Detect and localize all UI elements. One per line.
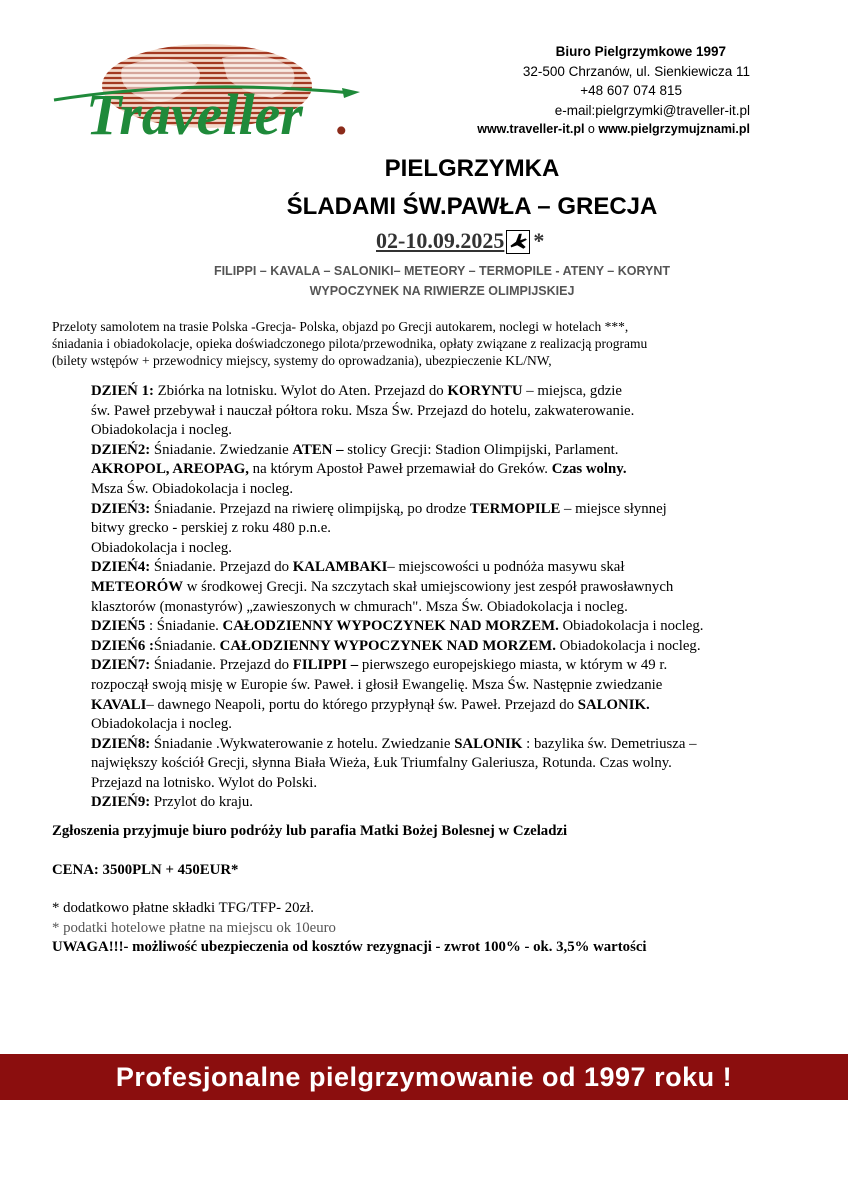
day-7-line-2: rozpoczął swoją misję w Europie św. Paweł. i głosił Ewangelię. Msza Św. Następnie zwiedzanie (91, 676, 663, 693)
fee-note: * dodatkowo płatne składki TFG/TFP- 20zł. (52, 900, 314, 916)
day-3-line-2: bitwy grecko - perskiej z roku 480 p.n.e. (91, 520, 331, 537)
day-1 (91, 382, 811, 402)
included-services (52, 318, 772, 369)
highlight-text: CAŁODZIENNY WYPOCZYNEK NAD MORZEM. (222, 618, 559, 635)
day-6 (91, 637, 811, 657)
day-7-line-4: Obiadokolacja i nocleg. (91, 716, 232, 733)
day-9 (91, 793, 811, 813)
day-5 (91, 617, 811, 637)
day-2-line-2 (91, 460, 811, 480)
place-name: ATEN – (292, 441, 344, 458)
day-8-line-3: Przejazd na lotnisko. Wylot do Polski. (91, 774, 318, 791)
place-name: KALAMBAKI (292, 559, 388, 576)
applications-note: Zgłoszenia przyjmuje biuro podróży lub parafia Matki Bożej Bolesnej w Czeladzi (52, 823, 568, 839)
banner-text: Profesjonalne pielgrzymowanie od 1997 roku ! (115, 1061, 733, 1092)
day-label: DZIEŃ8: (91, 735, 151, 752)
highlight-text: CAŁODZIENNY WYPOCZYNEK NAD MORZEM. (219, 637, 556, 654)
day-label: DZIEŃ6 : (91, 637, 154, 654)
place-name: FILIPPI – (292, 657, 359, 674)
traveller-logo (52, 38, 372, 148)
day-label: DZIEŃ5 (91, 618, 146, 635)
dates-asterisk: * (533, 228, 545, 253)
day-label: DZIEŃ4: (91, 559, 151, 576)
intro-line: Przeloty samolotem na trasie Polska -Grecja- Polska, objazd po Grecji autokarem, noclegi w hotelach ***, (52, 319, 629, 334)
day-text: Śniadanie. (153, 637, 220, 654)
day-text: Śniadanie .Wykwaterowanie z hotelu. Zwiedzanie (150, 735, 455, 752)
day-label: DZIEŃ 1: (91, 383, 154, 399)
day-text: – miejsca, gdzie (522, 383, 622, 399)
office-phone: +48 607 074 815 (580, 83, 682, 98)
day-text: pierwszego europejskiego miasta, w którym w 49 r. (358, 657, 668, 674)
website-link-1[interactable]: www.traveller-it.pl (477, 122, 585, 136)
day-7-line-3 (91, 696, 811, 716)
place-name: AKROPOL, AREOPAG, (91, 461, 249, 478)
day-text: Śniadanie. Przejazd do (150, 559, 293, 576)
place-name: SALONIK (454, 735, 523, 752)
route-summary (0, 261, 848, 301)
day-text: stolicy Grecji: Stadion Olimpijski, Parlament. (343, 441, 619, 458)
logo-graphic (52, 38, 372, 148)
page-title: PIELGRZYMKA (384, 155, 560, 182)
day-text: na którym Apostoł Paweł przemawiał do Greków. (248, 461, 552, 478)
place-name: SALONIK. (577, 696, 650, 713)
day-text: : bazylika św. Demetriusza – (522, 735, 697, 752)
day-7 (91, 656, 811, 676)
day-text: : Śniadanie. (145, 618, 223, 635)
route-line-2: WYPOCZYNEK NA RIWIERZE OLIMPIJSKIEJ (309, 284, 575, 298)
day-label: DZIEŃ3: (91, 500, 151, 517)
itinerary (91, 382, 811, 813)
logo-text: Traveller (86, 82, 303, 147)
footer-banner (0, 1054, 848, 1100)
day-3-line-3: Obiadokolacja i nocleg. (91, 539, 232, 556)
tax-note: * podatki hotelowe płatne na miejscu ok 10euro (52, 920, 336, 936)
place-name: KAVALI (91, 696, 147, 713)
day-2 (91, 441, 811, 461)
day-text: Śniadanie. Zwiedzanie (150, 441, 293, 458)
logo-dot: . (335, 89, 348, 145)
intro-line: (bilety wstępów + przewodnicy miejscy, systemy do oprowadzania), ubezpieczenie KL/NW, (52, 353, 552, 368)
day-label: DZIEŃ2: (91, 441, 151, 458)
day-text: Obiadokolacja i nocleg. (555, 637, 701, 654)
day-text: – miejscowości u podnóża masywu skał (387, 559, 625, 576)
dates-text: 02-10.09.2025 (376, 228, 505, 253)
day-4 (91, 558, 811, 578)
day-text: Przylot do kraju. (150, 794, 253, 811)
day-1-line-2: św. Paweł przebywał i nauczał półtora roku. Msza Św. Przejazd do hotelu, zakwaterowanie. (91, 402, 635, 419)
day-8 (91, 735, 811, 755)
office-email[interactable]: e-mail:pielgrzymki@traveller-it.pl (554, 102, 750, 118)
day-text: Śniadanie. Przejazd do (150, 657, 293, 674)
contact-block (477, 42, 750, 140)
route-line-1: FILIPPI – KAVALA – SALONIKI– METEORY – TERMOPILE - ATENY – KORYNT (213, 264, 671, 278)
website-link-2[interactable]: www.pielgrzymujznami.pl (598, 122, 750, 136)
price: CENA: 3500PLN + 450EUR* (52, 862, 239, 878)
day-4-line-2 (91, 578, 811, 598)
place-name: METEORÓW (91, 578, 184, 595)
insurance-warning: UWAGA!!!- możliwość ubezpieczenia od kosztów rezygnacji - zwrot 100% - ok. 3,5% wartości (52, 939, 647, 955)
day-label: DZIEŃ7: (91, 657, 151, 674)
day-8-line-2: największy kościół Grecji, słynna Biała Wieża, Łuk Triumfalny Galeriusza, Rotunda. Czas wolny. (91, 755, 672, 772)
page-subtitle: ŚLADAMI ŚW.PAWŁA – GRECJA (286, 193, 658, 220)
day-text: w środkowej Grecji. Na szczytach skał umiejscowiony jest zespół prawosławnych (183, 578, 674, 595)
day-text: – dawnego Neapoli, portu do którego przypłynął św. Paweł. Przejazd do (146, 696, 578, 713)
intro-line: śniadania i obiadokolacje, opieka doświadczonego pilota/przewodnika, opłaty związane z realizacją programu (52, 336, 648, 351)
office-address: 32-500 Chrzanów, ul. Sienkiewicza 11 (522, 63, 750, 79)
day-4-line-3: klasztorów (monastyrów) „zawieszonych w chmurach". Msza Św. Obiadokolacja i nocleg. (91, 598, 628, 615)
office-name: Biuro Pielgrzymkowe 1997 (555, 44, 726, 59)
day-2-line-3: Msza Św. Obiadokolacja i nocleg. (91, 480, 294, 497)
highlight-text: Czas wolny. (551, 461, 627, 478)
day-3 (91, 500, 811, 520)
website-or: o (584, 122, 599, 136)
day-text: – miejsce słynnej (560, 500, 667, 517)
day-label: DZIEŃ9: (91, 794, 151, 811)
trip-dates (376, 228, 544, 254)
airplane-icon (506, 230, 530, 254)
day-text: Zbiórka na lotnisku. Wylot do Aten. Przejazd do (153, 383, 448, 399)
place-name: KORYNTU (447, 383, 523, 399)
website-links (477, 120, 750, 140)
place-name: TERMOPILE (469, 500, 561, 517)
day-1-line-3: Obiadokolacja i nocleg. (91, 422, 232, 439)
day-text: Śniadanie. Przejazd na riwierę olimpijską, po drodze (150, 500, 470, 517)
day-text: Obiadokolacja i nocleg. (558, 618, 704, 635)
